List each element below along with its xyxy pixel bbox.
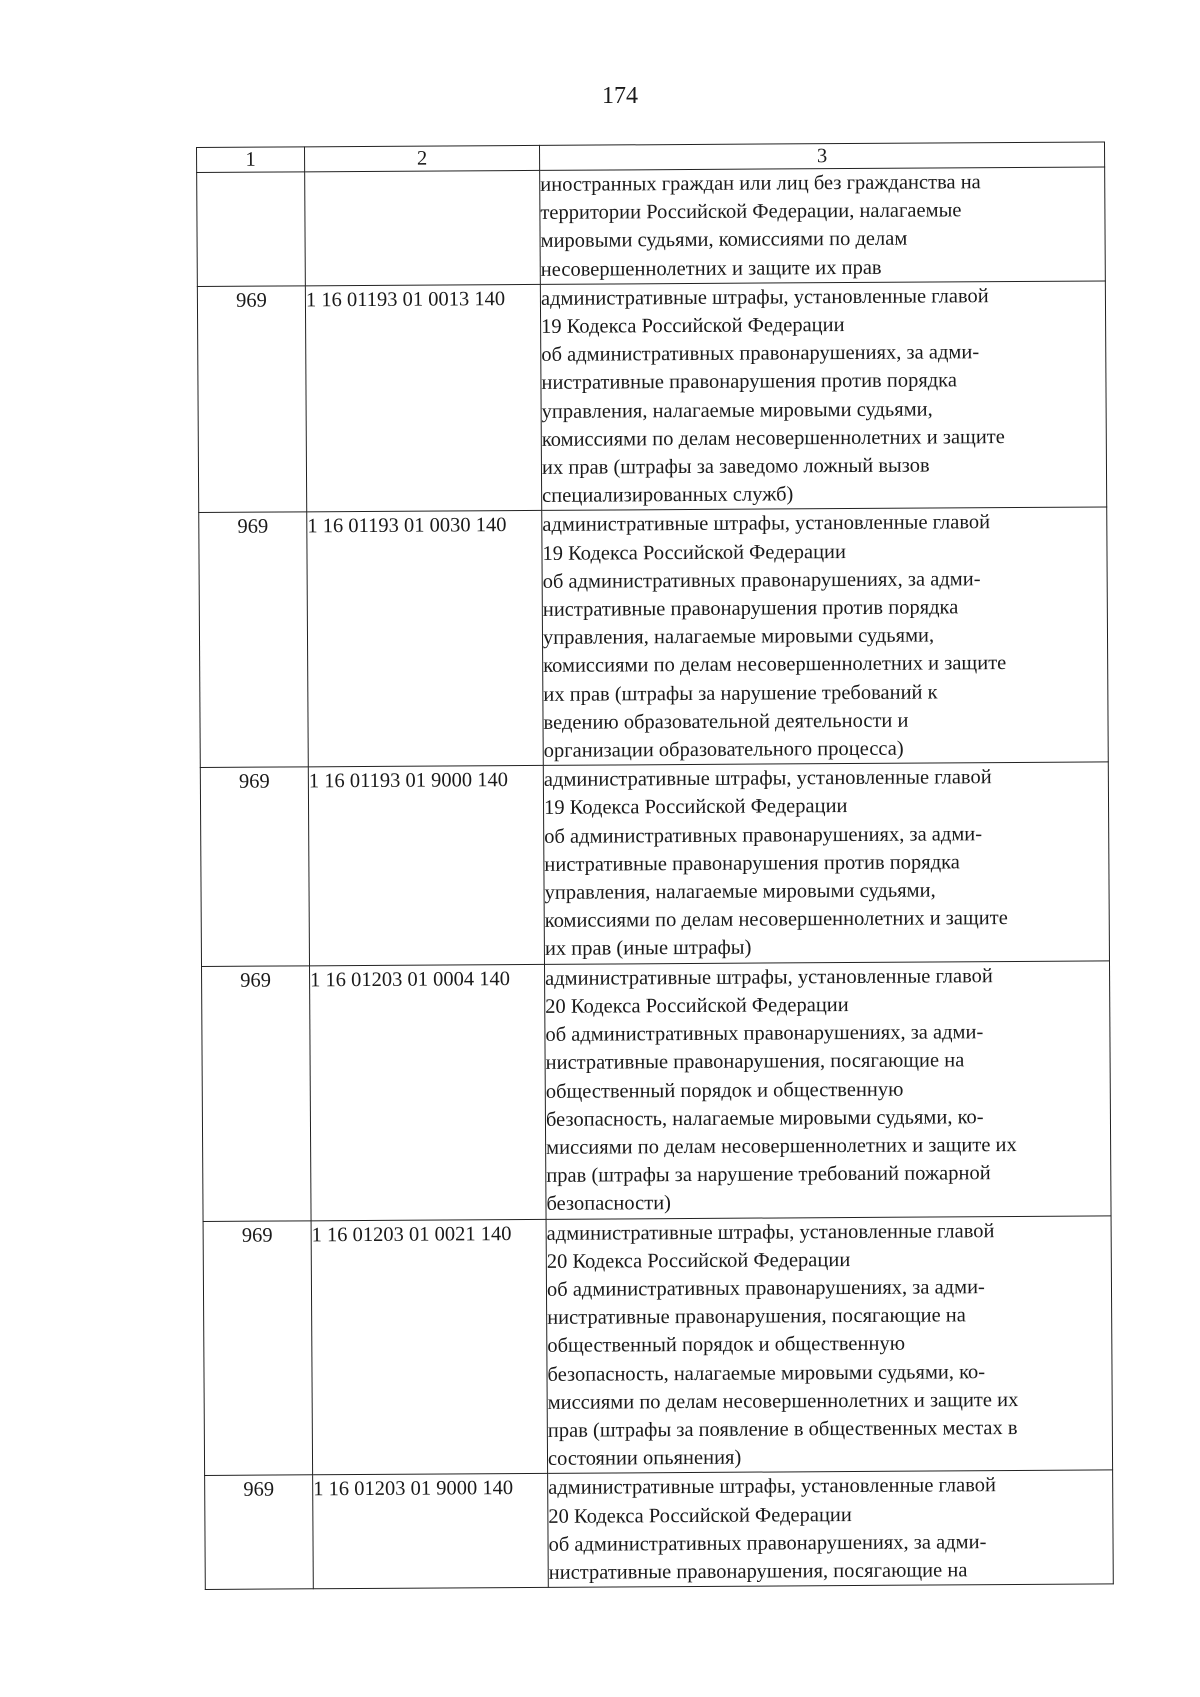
admin-code-cell: 969	[205, 1475, 314, 1589]
admin-code-cell: 969	[197, 286, 306, 513]
table-row	[202, 961, 1112, 1221]
description-line: их прав (штрафы за заведомо ложный вызов	[541, 454, 930, 479]
income-description-cell	[548, 1470, 1114, 1587]
description-line: безопасность, налагаемые мировыми судьями, ко-	[545, 1105, 984, 1131]
description-line: об административных правонарушениях, за адми-	[544, 822, 983, 848]
description-line: комиссиями по делам несовершеннолетних и защите	[541, 425, 1005, 451]
description-line: нистративные правонарушения против порядка	[541, 369, 957, 395]
description-line: миссиями по делам несовершеннолетних и защите их	[546, 1133, 1017, 1159]
description-line: 20 Кодекса Российской Федерации	[545, 993, 849, 1018]
column-header-2: 2	[305, 145, 540, 171]
page-number: 174	[602, 83, 638, 109]
income-description-cell	[540, 167, 1106, 284]
income-description-cell	[540, 281, 1106, 511]
table-row	[199, 507, 1109, 767]
description-line: об административных правонарушениях, за адми-	[545, 1021, 984, 1046]
description-line: 19 Кодекса Российской Федерации	[542, 540, 847, 565]
description-line: общественный порядок и общественную	[545, 1078, 904, 1103]
description-line: об административных правонарушениях, за адми-	[546, 1276, 985, 1301]
description-line: миссиями по делам несовершеннолетних и защите их	[547, 1388, 1019, 1414]
description-line: нистративные правонарушения против порядка	[544, 851, 960, 876]
description-line: нистративные правонарушения, посягающие на	[545, 1049, 965, 1075]
description-line: об административных правонарушениях, за адми-	[542, 568, 981, 593]
admin-code-cell: 969	[202, 966, 312, 1221]
description-line: об административных правонарушениях, за адми-	[548, 1530, 987, 1556]
budget-classification-code-cell: 1 16 01203 01 9000 140	[313, 1474, 549, 1589]
description-line: управления, налагаемые мировыми судьями,	[542, 624, 935, 650]
description-line: прав (штрафы за появление в общественных местах в	[547, 1416, 1018, 1442]
admin-code-cell: 969	[203, 1220, 313, 1475]
description-line: комиссиями по делам несовершеннолетних и защите	[543, 652, 1007, 678]
column-header-3: 3	[539, 142, 1104, 170]
budget-classification-code-cell	[305, 170, 541, 285]
income-description-cell	[546, 1215, 1113, 1473]
column-header-1: 1	[197, 147, 305, 173]
description-line: административные штрафы, установленные главой	[548, 1474, 997, 1500]
budget-classification-code-cell: 1 16 01203 01 0021 140	[311, 1219, 548, 1475]
description-line: 20 Кодекса Российской Федерации	[546, 1248, 851, 1273]
budget-classification-code-cell: 1 16 01193 01 9000 140	[308, 766, 544, 966]
description-line: административные штрафы, установленные главой	[546, 1219, 995, 1245]
description-line: безопасность, налагаемые мировыми судьями, ко-	[547, 1360, 986, 1386]
description-line: их прав (иные штрафы)	[544, 937, 752, 961]
description-line: 19 Кодекса Российской Федерации	[543, 795, 848, 820]
description-line: состоянии опьянения)	[547, 1446, 742, 1471]
description-line: безопасности)	[546, 1192, 672, 1216]
income-description-cell	[544, 961, 1111, 1219]
description-line: их прав (штрафы за нарушение требований к	[543, 681, 938, 706]
description-line: управления, налагаемые мировыми судьями,	[541, 398, 933, 423]
table-row	[197, 281, 1106, 513]
admin-code-cell: 969	[199, 512, 309, 767]
description-line: административные штрафы, установленные главой	[543, 766, 992, 792]
table-body	[197, 167, 1114, 1590]
table-row	[203, 1215, 1113, 1475]
table-row	[197, 167, 1106, 286]
admin-code-cell	[197, 172, 306, 286]
description-line: прав (штрафы за нарушение требований пожарной	[546, 1162, 991, 1187]
description-line: организации образовательного процесса)	[543, 737, 904, 762]
budget-classification-code-cell: 1 16 01193 01 0030 140	[307, 511, 544, 767]
budget-classification-code-cell: 1 16 01193 01 0013 140	[305, 284, 541, 512]
description-line: нистративные правонарушения, посягающие на	[548, 1559, 968, 1584]
income-description-cell	[543, 762, 1109, 964]
description-line: 19 Кодекса Российской Федерации	[541, 314, 845, 338]
table-row	[205, 1470, 1114, 1589]
description-line: общественный порядок и общественную	[547, 1333, 906, 1358]
description-line: нистративные правонарушения, посягающие на	[547, 1304, 966, 1330]
description-line: иностранных граждан или лиц без гражданства на	[540, 171, 981, 196]
budget-classification-code-cell: 1 16 01203 01 0004 140	[310, 964, 547, 1220]
description-line: административные штрафы, установленные главой	[545, 964, 993, 990]
description-line: управления, налагаемые мировыми судьями,	[544, 879, 936, 904]
description-line: несовершеннолетних и защите их прав	[540, 256, 882, 281]
description-line: комиссиями по делам несовершеннолетних и защите	[544, 907, 1008, 933]
description-line: 20 Кодекса Российской Федерации	[548, 1503, 852, 1528]
description-line: нистративные правонарушения против порядка	[542, 596, 959, 621]
description-line: мировыми судьями, комиссиями по делам	[540, 228, 908, 253]
description-line: об административных правонарушениях, за адми-	[541, 341, 980, 367]
description-line: ведению образовательной деятельности и	[543, 709, 909, 734]
table-row	[200, 762, 1109, 966]
description-line: специализированных служб)	[542, 483, 794, 508]
description-line: территории Российской Федерации, налагаемые	[540, 199, 962, 225]
description-line: административные штрафы, установленные главой	[542, 511, 991, 537]
admin-code-cell: 969	[200, 767, 309, 966]
income-description-cell	[542, 507, 1109, 765]
description-line: административные штрафы, установленные главой	[540, 284, 989, 310]
budget-code-table	[196, 141, 1114, 1590]
